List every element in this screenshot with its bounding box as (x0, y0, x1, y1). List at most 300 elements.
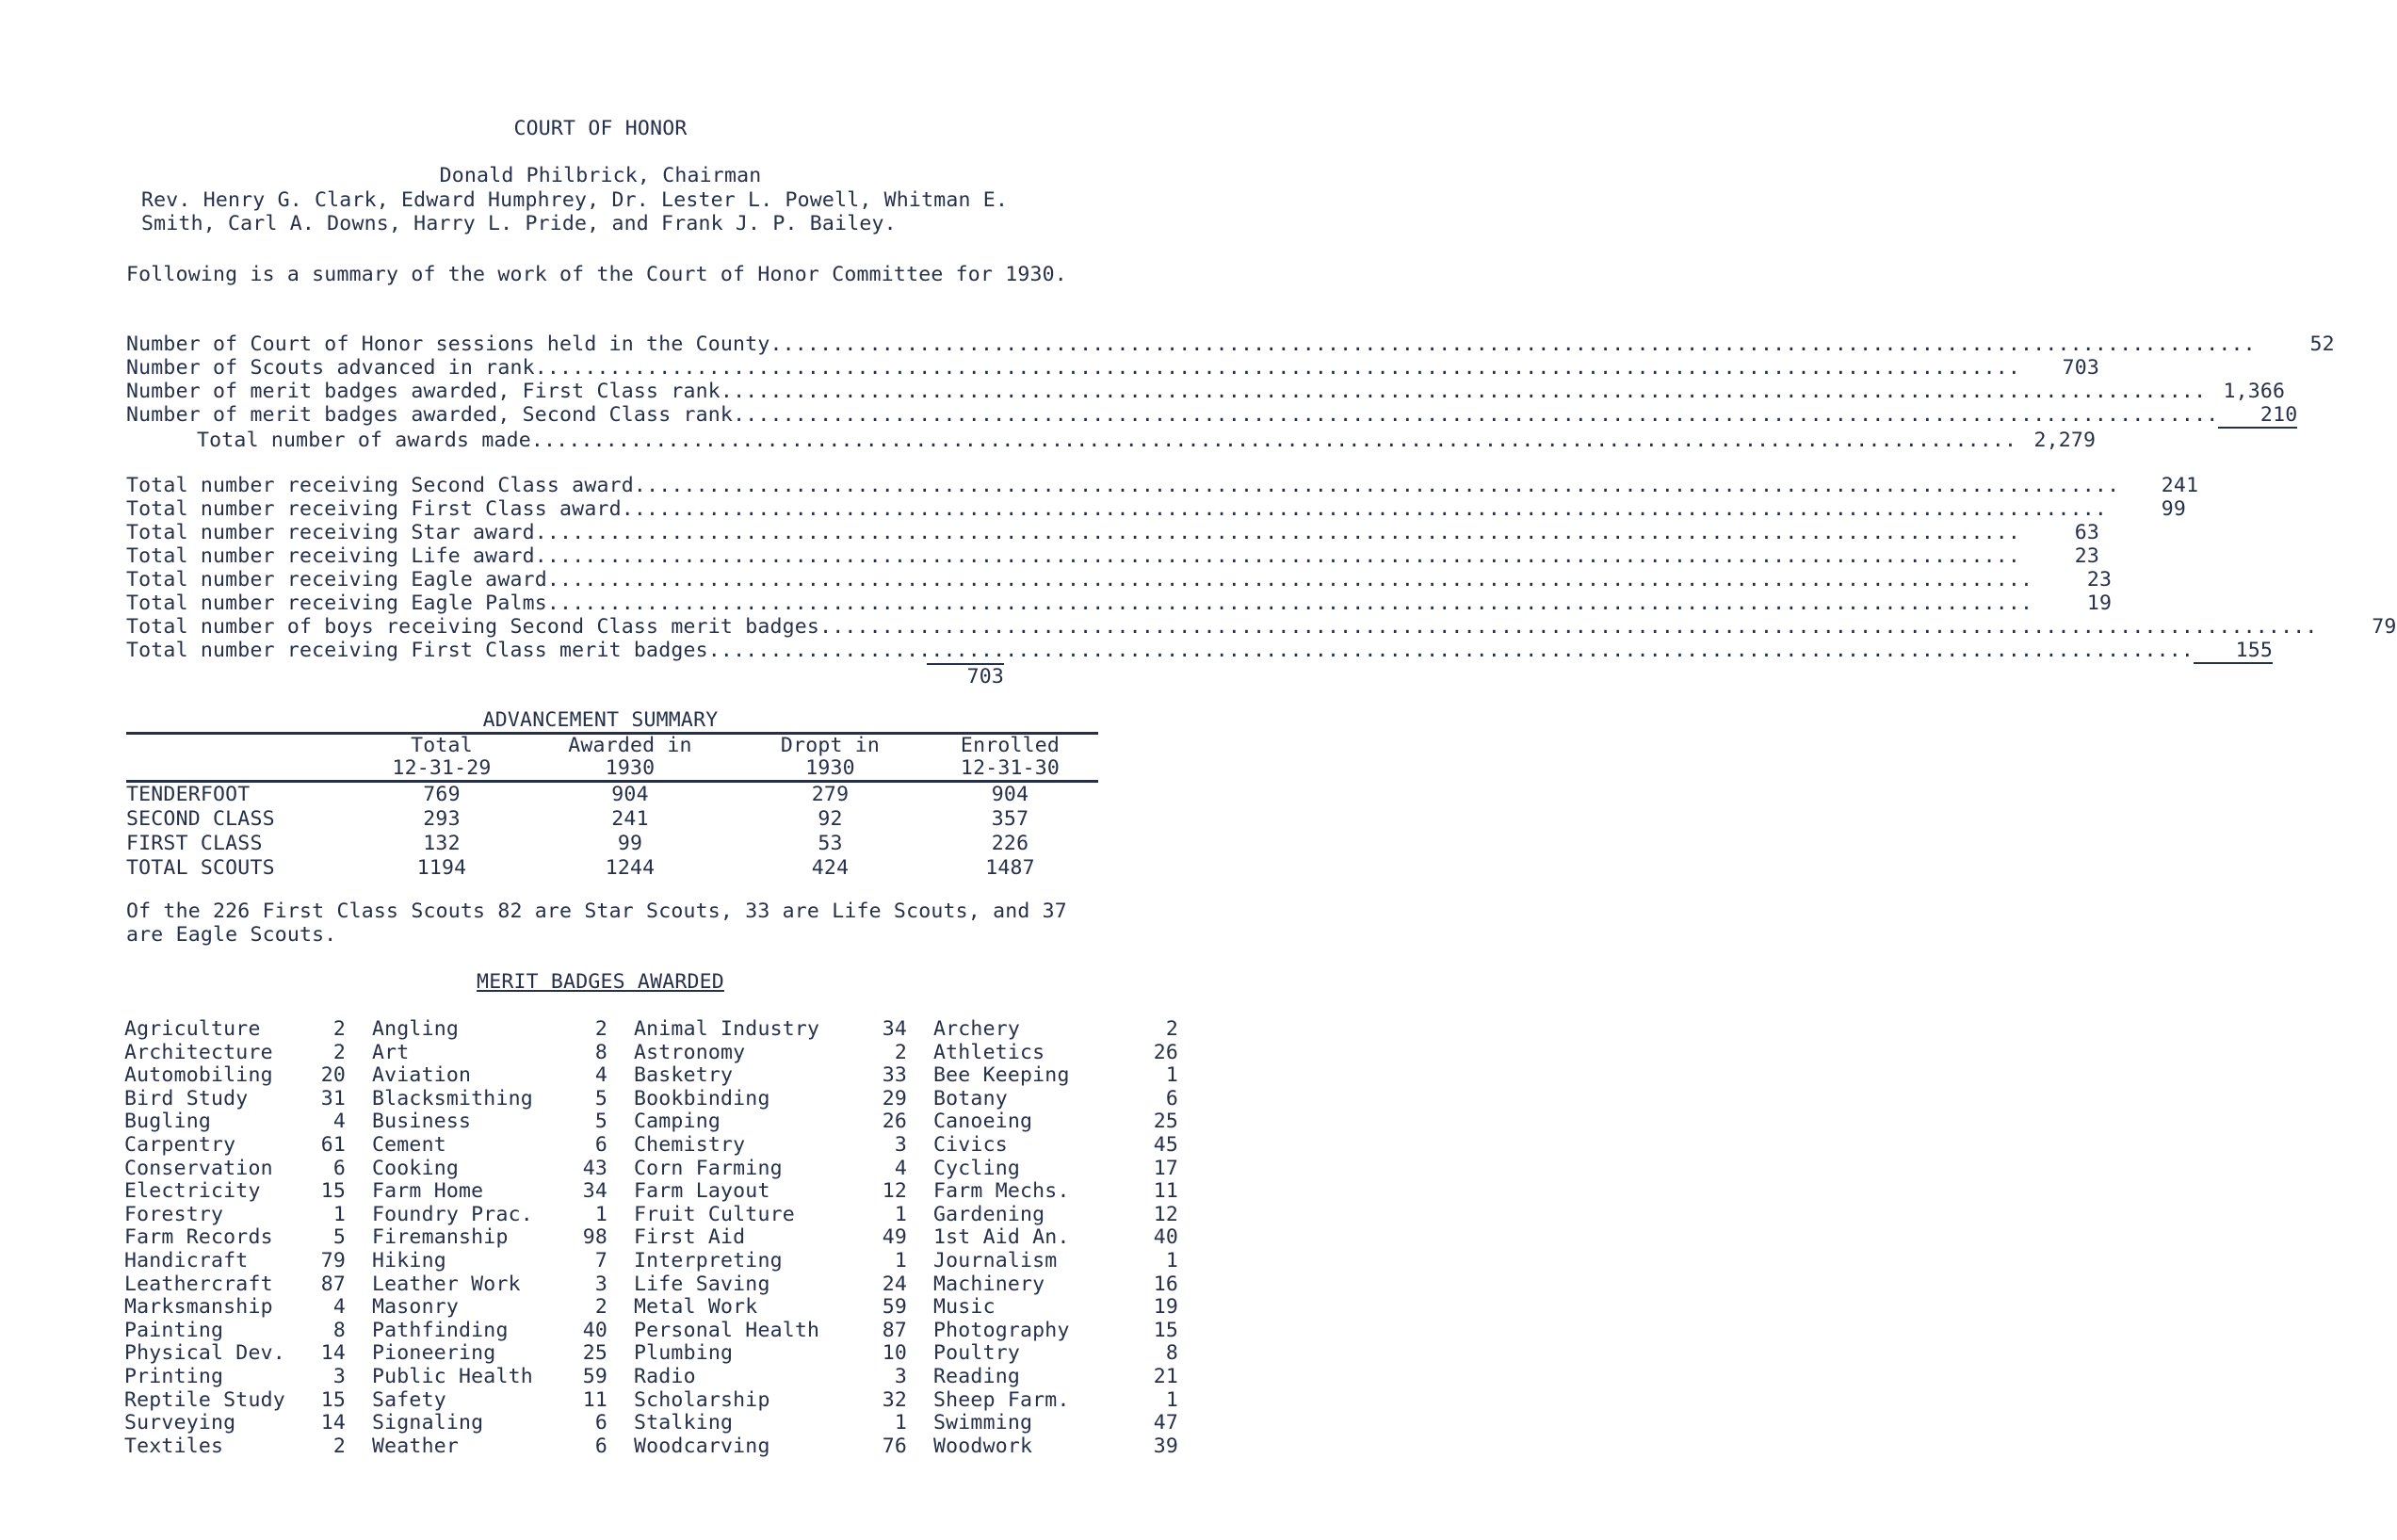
list-item (933, 1226, 1178, 1250)
intro-paragraph: Following is a summary of the work of the Court of Honor Committee for 1930. (126, 263, 1067, 286)
badge-name: Safety (372, 1387, 446, 1412)
badge-count: 11 (582, 1387, 607, 1412)
badge-name: Music (933, 1295, 996, 1320)
badge-count: 40 (1153, 1225, 1178, 1250)
list-item (933, 1204, 1178, 1227)
list-item (933, 1412, 1178, 1435)
badge-count: 25 (1153, 1110, 1178, 1134)
list-item (933, 1088, 1178, 1111)
badge-name: Painting (124, 1318, 224, 1342)
summary-label: Number of merit badges awarded, Second Class rank (126, 403, 734, 427)
badge-name: Public Health (372, 1364, 533, 1388)
list-item (933, 1366, 1178, 1389)
badge-name: Poultry (933, 1341, 1021, 1366)
badge-count: 79 (320, 1248, 346, 1273)
list-item (372, 1389, 607, 1413)
merit-badge-column (634, 1018, 907, 1458)
summary-label: Total number receiving Second Class award (126, 474, 634, 497)
leader-dots: ........................................................................................................................ (621, 497, 2108, 521)
badge-count: 6 (594, 1132, 607, 1157)
badge-count: 26 (1153, 1040, 1178, 1064)
badge-name: Electricity (124, 1179, 261, 1204)
badge-count: 1 (894, 1202, 907, 1226)
badge-name: Farm Mechs. (933, 1179, 1070, 1204)
list-item (124, 1110, 346, 1134)
merit-badges-grid (124, 1018, 1178, 1458)
badge-name: Farm Home (372, 1179, 484, 1204)
header-total-date: 12-31-29 (362, 757, 522, 782)
badge-name: Gardening (933, 1202, 1045, 1226)
value-cell: 1194 (416, 856, 467, 880)
badge-name: Pioneering (372, 1341, 496, 1366)
list-item (124, 1435, 346, 1459)
badge-name: Angling (372, 1017, 460, 1041)
summary-value: 99 (2161, 497, 2187, 521)
list-item (933, 1064, 1178, 1088)
badge-name: Journalism (933, 1248, 1058, 1273)
list-item (124, 1412, 346, 1435)
value-cell: 357 (991, 807, 1029, 831)
badge-count: 19 (1153, 1295, 1178, 1320)
badge-name: Textiles (124, 1434, 224, 1458)
badge-count: 15 (320, 1387, 346, 1412)
list-item (124, 1204, 346, 1227)
badge-name: Scholarship (634, 1387, 770, 1412)
header-blank (126, 734, 362, 758)
list-item (124, 1018, 346, 1042)
value-cell: 424 (811, 856, 850, 880)
leader-dots: ........................................................................................................................ (546, 592, 2033, 615)
badge-count: 2 (1165, 1017, 1178, 1041)
summary-value: 63 (2074, 521, 2100, 544)
list-item (372, 1226, 607, 1250)
badge-name: Reading (933, 1364, 1021, 1388)
summary-row (126, 615, 2397, 639)
badge-name: Sheep Farm. (933, 1387, 1070, 1412)
badge-name: Stalking (634, 1411, 734, 1435)
value-cell: 241 (611, 807, 649, 831)
list-item (634, 1273, 907, 1297)
list-item (634, 1320, 907, 1343)
list-item (933, 1250, 1178, 1273)
chairman-line: Donald Philbrick, Chairman (439, 164, 762, 187)
list-item (124, 1180, 346, 1204)
badge-name: Canoeing (933, 1110, 1033, 1134)
advancement-title: ADVANCEMENT SUMMARY (482, 708, 719, 732)
badge-count: 15 (320, 1179, 346, 1204)
badge-count: 4 (332, 1295, 346, 1320)
summary-row (126, 568, 2113, 592)
badge-name: Woodwork (933, 1434, 1033, 1458)
badge-count: 59 (882, 1295, 907, 1320)
advancement-note: Of the 226 First Class Scouts 82 are Star Scouts, 33 are Life Scouts, and 37 are Eagle Scouts. (126, 900, 1067, 947)
list-item (933, 1320, 1178, 1343)
list-item (634, 1342, 907, 1366)
badge-name: Bookbinding (634, 1086, 770, 1110)
badge-name: Corn Farming (634, 1156, 783, 1180)
badge-count: 3 (594, 1272, 607, 1296)
list-item (372, 1273, 607, 1297)
advancement-table (126, 732, 1098, 881)
badge-count: 2 (594, 1295, 607, 1320)
table-row (126, 807, 1098, 832)
list-item (372, 1412, 607, 1435)
leader-dots: ........................................................................................................................ (534, 521, 2021, 544)
badge-name: Cement (372, 1132, 446, 1157)
list-item (124, 1389, 346, 1413)
list-item (634, 1435, 907, 1459)
badge-name: Agriculture (124, 1017, 261, 1041)
leader-dots: ........................................................................................................................ (720, 380, 2207, 403)
badge-name: Camping (634, 1110, 721, 1134)
badge-count: 34 (882, 1017, 907, 1041)
badge-count: 17 (1153, 1156, 1178, 1180)
header-dropt: Dropt in (738, 734, 922, 758)
badge-count: 32 (882, 1387, 907, 1412)
badge-name: Automobiling (124, 1063, 273, 1088)
list-item (124, 1134, 346, 1158)
badge-count: 1 (1165, 1387, 1178, 1412)
badge-count: 87 (882, 1318, 907, 1342)
badge-count: 20 (320, 1063, 346, 1088)
list-item (372, 1366, 607, 1389)
badge-count: 87 (320, 1272, 346, 1296)
list-item (634, 1250, 907, 1273)
leader-dots: ........................................................................................................................ (733, 403, 2219, 427)
badge-name: Architecture (124, 1040, 273, 1064)
badge-count: 15 (1153, 1318, 1178, 1342)
list-item (634, 1018, 907, 1042)
rank-cell: SECOND CLASS (126, 807, 275, 831)
summary-value: 79 (2372, 615, 2397, 639)
list-item (372, 1088, 607, 1111)
leader-dots: ........................................................................................................................ (707, 639, 2195, 662)
badge-count: 59 (582, 1364, 607, 1388)
badge-name: Surveying (124, 1411, 236, 1435)
badge-name: Firemanship (372, 1225, 509, 1250)
list-item (933, 1018, 1178, 1042)
badge-count: 2 (332, 1434, 346, 1458)
badge-name: Interpreting (634, 1248, 783, 1273)
header-awarded-year: 1930 (522, 757, 738, 782)
summary-row (126, 356, 2100, 380)
header-enrolled: Enrolled (922, 734, 1098, 758)
list-item (372, 1042, 607, 1065)
summary-value: 1,366 (2223, 380, 2286, 403)
list-item (372, 1158, 607, 1181)
summary-value: 52 (2309, 332, 2335, 356)
receiving-summary (126, 474, 2397, 664)
leader-dots: ........................................................................................................................ (769, 332, 2256, 356)
badge-count: 3 (894, 1132, 907, 1157)
page-title: COURT OF HONOR (513, 117, 688, 140)
merit-badge-column (372, 1018, 607, 1458)
badge-count: 2 (894, 1040, 907, 1064)
merit-badge-column (933, 1018, 1178, 1458)
value-cell: 293 (423, 807, 461, 831)
list-item (634, 1064, 907, 1088)
summary-value: 155 (2194, 639, 2273, 664)
badge-name: Foundry Prac. (372, 1202, 533, 1226)
badge-name: Physical Dev. (124, 1341, 285, 1366)
list-item (372, 1018, 607, 1042)
list-item (124, 1088, 346, 1111)
value-cell: 92 (818, 807, 843, 831)
badge-name: Athletics (933, 1040, 1045, 1064)
badge-count: 1 (1165, 1063, 1178, 1088)
summary-row (126, 592, 2113, 615)
list-item (634, 1226, 907, 1250)
badge-count: 47 (1153, 1411, 1178, 1435)
summary-row (126, 474, 2199, 497)
badge-count: 5 (332, 1225, 346, 1250)
badge-name: Radio (634, 1364, 696, 1388)
badge-count: 4 (594, 1063, 607, 1088)
badge-count: 45 (1153, 1132, 1178, 1157)
badge-name: Archery (933, 1017, 1021, 1041)
badge-count: 2 (332, 1017, 346, 1041)
summary-value: 23 (2086, 568, 2113, 592)
leader-dots: ........................................................................................................................ (534, 544, 2021, 568)
badge-name: Woodcarving (634, 1434, 770, 1458)
list-item (634, 1180, 907, 1204)
summary-value: 241 (2161, 474, 2199, 497)
badge-count: 6 (332, 1156, 346, 1180)
list-item (124, 1042, 346, 1065)
badge-name: Bugling (124, 1110, 212, 1134)
badge-count: 34 (582, 1179, 607, 1204)
badge-count: 6 (1165, 1086, 1178, 1110)
summary-value: 703 (2062, 356, 2100, 380)
badge-count: 5 (594, 1086, 607, 1110)
badge-count: 98 (582, 1225, 607, 1250)
list-item (634, 1110, 907, 1134)
badge-name: Leathercraft (124, 1272, 273, 1296)
badge-name: Conservation (124, 1156, 273, 1180)
summary-label: Total number receiving Eagle award (126, 568, 547, 592)
badge-count: 16 (1153, 1272, 1178, 1296)
badge-name: Leather Work (372, 1272, 521, 1296)
summary-label: Total number receiving Star award (126, 521, 535, 544)
summary-value: 19 (2086, 592, 2113, 615)
list-item (634, 1389, 907, 1413)
badge-name: Bee Keeping (933, 1063, 1070, 1088)
merit-badges-title (0, 970, 1201, 994)
summary-label: Number of merit badges awarded, First Class rank (126, 380, 721, 403)
badge-name: Signaling (372, 1411, 484, 1435)
badge-count: 43 (582, 1156, 607, 1180)
list-item (933, 1389, 1178, 1413)
list-item (933, 1273, 1178, 1297)
badge-count: 1 (594, 1202, 607, 1226)
badge-count: 49 (882, 1225, 907, 1250)
badge-name: Carpentry (124, 1132, 236, 1157)
list-item (634, 1088, 907, 1111)
list-item (372, 1342, 607, 1366)
badge-name: Business (372, 1110, 472, 1134)
summary-row (126, 380, 2286, 403)
badge-name: Botany (933, 1086, 1008, 1110)
leader-dots: ........................................................................................................................ (832, 615, 2318, 639)
header-dropt-year: 1930 (738, 757, 922, 782)
summary-label: Number of Scouts advanced in rank (126, 356, 535, 380)
rank-cell: FIRST CLASS (126, 832, 263, 855)
badge-count: 2 (332, 1040, 346, 1064)
list-item (933, 1110, 1178, 1134)
header-blank (126, 757, 362, 782)
list-item (634, 1204, 907, 1227)
summary-row (126, 332, 2335, 356)
badge-count: 8 (332, 1318, 346, 1342)
badge-count: 11 (1153, 1179, 1178, 1204)
list-item (124, 1366, 346, 1389)
list-item (372, 1180, 607, 1204)
header-total: Total (362, 734, 522, 758)
value-cell: 904 (991, 783, 1029, 806)
committee-members: Rev. Henry G. Clark, Edward Humphrey, Dr. Lester L. Powell, Whitman E. Smith, Carl A. Downs, Harry L. Pride, and Frank J. P. Bailey. (141, 188, 1009, 235)
summary-label: Total number receiving First Class merit badges (126, 639, 708, 662)
badge-name: Pathfinding (372, 1318, 509, 1342)
badge-count: 29 (882, 1086, 907, 1110)
summary-label: Total number receiving Eagle Palms (126, 592, 547, 615)
badge-name: Farm Layout (634, 1179, 770, 1204)
value-cell: 99 (617, 832, 643, 855)
summary-row (126, 429, 2097, 452)
list-item (634, 1296, 907, 1320)
badge-count: 8 (1165, 1341, 1178, 1366)
badge-name: Bird Study (124, 1086, 249, 1110)
badge-count: 6 (594, 1411, 607, 1435)
badge-name: Art (372, 1040, 410, 1064)
badge-count: 76 (882, 1434, 907, 1458)
badge-count: 1 (894, 1248, 907, 1273)
summary-label: Total number receiving First Class award (126, 497, 622, 521)
rank-cell: TOTAL SCOUTS (126, 856, 275, 880)
badge-name: Life Saving (634, 1272, 770, 1296)
badge-name: Masonry (372, 1295, 460, 1320)
badge-count: 40 (582, 1318, 607, 1342)
list-item (124, 1342, 346, 1366)
badge-count: 26 (882, 1110, 907, 1134)
badge-count: 10 (882, 1341, 907, 1366)
badge-name: Astronomy (634, 1040, 746, 1064)
badge-name: Blacksmithing (372, 1086, 533, 1110)
value-cell: 132 (423, 832, 461, 855)
badge-name: Farm Records (124, 1225, 273, 1250)
list-item (933, 1342, 1178, 1366)
badge-name: Personal Health (634, 1318, 820, 1342)
badge-count: 2 (594, 1017, 607, 1041)
badge-count: 21 (1153, 1364, 1178, 1388)
merit-badges-title-text: MERIT BADGES AWARDED (477, 970, 724, 994)
badge-count: 12 (882, 1179, 907, 1204)
merit-badge-column (124, 1018, 346, 1458)
badge-count: 7 (594, 1248, 607, 1273)
awards-summary (126, 332, 2335, 452)
badge-count: 8 (594, 1040, 607, 1064)
badge-count: 14 (320, 1341, 346, 1366)
summary-row (126, 403, 2298, 429)
value-cell: 1487 (985, 856, 1035, 880)
rank-cell: TENDERFOOT (126, 783, 251, 806)
badge-name: First Aid (634, 1225, 746, 1250)
badge-name: Forestry (124, 1202, 224, 1226)
badge-count: 39 (1153, 1434, 1178, 1458)
list-item (933, 1180, 1178, 1204)
leader-dots: ........................................................................................................................ (633, 474, 2120, 497)
badge-count: 4 (332, 1110, 346, 1134)
badge-name: Aviation (372, 1063, 472, 1088)
value-cell: 226 (991, 832, 1029, 855)
value-cell: 904 (611, 783, 649, 806)
list-item (372, 1204, 607, 1227)
list-item (372, 1064, 607, 1088)
list-item (933, 1435, 1178, 1459)
badge-name: Cooking (372, 1156, 460, 1180)
list-item (933, 1042, 1178, 1065)
table-row (126, 832, 1098, 856)
badge-name: Handicraft (124, 1248, 249, 1273)
value-cell: 769 (423, 783, 461, 806)
summary-value: 2,279 (2033, 429, 2097, 452)
badge-name: Reptile Study (124, 1387, 285, 1412)
list-item (634, 1366, 907, 1389)
summary-label: Total number of awards made (197, 429, 531, 452)
summary-label: Total number of boys receiving Second Class merit badges. (126, 615, 833, 639)
leader-dots: ........................................................................................................................ (530, 429, 2017, 452)
badge-name: Metal Work (634, 1295, 758, 1320)
list-item (124, 1158, 346, 1181)
list-item (372, 1320, 607, 1343)
list-item (634, 1042, 907, 1065)
badge-name: Basketry (634, 1063, 734, 1088)
list-item (933, 1158, 1178, 1181)
leader-dots: ........................................................................................................................ (546, 568, 2033, 592)
list-item (124, 1320, 346, 1343)
badge-count: 14 (320, 1411, 346, 1435)
badge-count: 31 (320, 1086, 346, 1110)
value-cell: 1244 (605, 856, 656, 880)
badge-name: Fruit Culture (634, 1202, 795, 1226)
badge-name: Machinery (933, 1272, 1045, 1296)
badge-count: 25 (582, 1341, 607, 1366)
summary-value: 23 (2074, 544, 2100, 568)
list-item (372, 1134, 607, 1158)
badge-name: Civics (933, 1132, 1008, 1157)
summary-row (126, 497, 2187, 521)
list-item (124, 1064, 346, 1088)
badge-count: 4 (894, 1156, 907, 1180)
badge-name: Printing (124, 1364, 224, 1388)
list-item (933, 1296, 1178, 1320)
receiving-total: 703 (927, 663, 1004, 689)
badge-count: 61 (320, 1132, 346, 1157)
badge-count: 1 (1165, 1248, 1178, 1273)
list-item (372, 1110, 607, 1134)
badge-name: Cycling (933, 1156, 1021, 1180)
summary-row (126, 521, 2100, 544)
badge-count: 1 (332, 1202, 346, 1226)
list-item (124, 1296, 346, 1320)
badge-count: 12 (1153, 1202, 1178, 1226)
header-enrolled-date: 12-31-30 (922, 757, 1098, 782)
list-item (124, 1250, 346, 1273)
list-item (124, 1226, 346, 1250)
badge-name: Weather (372, 1434, 460, 1458)
list-item (634, 1158, 907, 1181)
badge-name: Hiking (372, 1248, 446, 1273)
badge-count: 5 (594, 1110, 607, 1134)
